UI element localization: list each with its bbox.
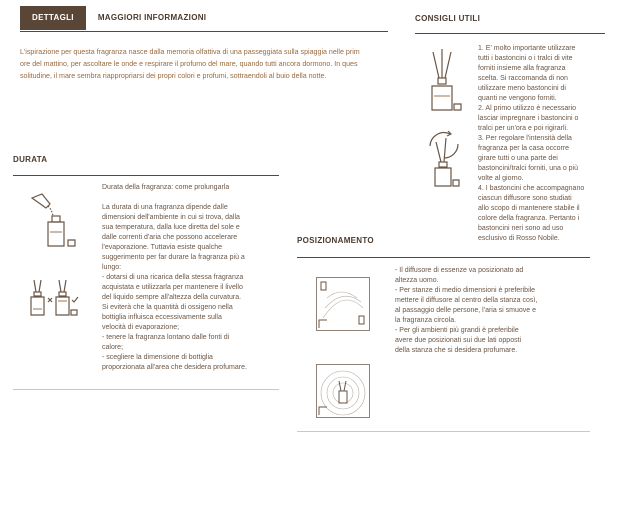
intro-line: L'ispirazione per questa fragranza nasce dalla memoria olfattiva di una passeggiata sulla spiaggia nelle prim — [20, 48, 360, 56]
consigli-line: fragranza per la casa occorre — [478, 145, 570, 152]
durata-line: l'evaporazione. Tuttavia esiste qualche — [102, 244, 223, 251]
consigli-line: volte al giorno. — [478, 175, 524, 182]
consigli-line: 1. E' molto importante utilizzare — [478, 45, 576, 52]
posizionamento-line: avere due posizionati sui due lati opposti — [395, 337, 522, 344]
durata-bottom-rule — [13, 389, 279, 390]
consigli-line: esclusivo di Rosso Nobile. — [478, 235, 560, 242]
posizionamento-line: altezza uomo. — [395, 277, 439, 284]
diffuser-level-icon — [28, 278, 84, 322]
consigli-rule — [415, 33, 605, 34]
consigli-line: colore della fragranza. Pertanto i — [478, 215, 580, 222]
durata-line: bottiglia influisca eccessivamente sulla — [102, 314, 222, 321]
intro-line: ore del mattino, per ascoltare le onde e respirare il profumo del mare, quando tutti ancora dormono. In ques — [20, 60, 358, 68]
consigli-line: scelta. Si raccomanda di non — [478, 75, 568, 82]
tab-underline — [20, 31, 388, 32]
durata-title: DURATA — [13, 155, 48, 164]
consigli-title: CONSIGLI UTILI — [415, 14, 481, 23]
durata-text — [102, 183, 287, 373]
consigli-line: 2. Al primo utilizzo è necessario — [478, 105, 577, 112]
posizionamento-line: - Per gli ambienti più grandi è preferibile — [395, 327, 519, 334]
consigli-line: bastoncini/tralci forniti, una o più — [478, 165, 578, 172]
flip-sticks-icon — [424, 130, 464, 188]
durata-line: sua temperatura, dalla luce diretta del sole e — [102, 224, 240, 231]
consigli-line: tutti i bastoncini o i tralci di vite — [478, 55, 573, 62]
durata-line: dimensioni dell'ambiente in cui si trova, dalla — [102, 214, 240, 221]
durata-line: acquistata e utilizzarla per mantenere il livello — [102, 284, 243, 291]
durata-line: suggerimento per far durare la fragranza più a — [102, 254, 245, 261]
durata-line — [102, 193, 287, 203]
durata-line: calore; — [102, 344, 124, 351]
durata-line: del liquido sempre all'altezza della curvatura. — [102, 294, 242, 301]
posizionamento-line: - Il diffusore di essenze va posizionato ad — [395, 267, 524, 274]
consigli-line: tralci per un'ora e poi rigirarli. — [478, 125, 569, 132]
consigli-line: forniti insieme alla fragranza — [478, 65, 566, 72]
consigli-line: utilizzare meno bastoncini di — [478, 85, 566, 92]
intro-line: solitudine, il mare sembra riappropriarsi dei propri colori e profumi, sottraendoli al buio della notte. — [20, 72, 327, 80]
durata-line: proporzionata all'area che desidera profumare. — [102, 364, 247, 371]
durata-line: lungo: — [102, 264, 122, 271]
consigli-text — [478, 44, 618, 244]
posizionamento-title: POSIZIONAMENTO — [297, 236, 374, 245]
consigli-line: bastoncini neri sono ad uso — [478, 225, 564, 232]
consigli-line: 4. I bastoncini che accompagnano — [478, 185, 585, 192]
posizionamento-line: mettere il diffusore al centro della stanza così, — [395, 297, 538, 304]
fragrance-intro — [20, 46, 388, 82]
posizionamento-rule — [297, 257, 590, 258]
room-corners-icon — [316, 277, 370, 331]
durata-line: - dotarsi di una ricarica della stessa fragranza — [102, 274, 244, 281]
durata-rule — [13, 175, 279, 176]
diffuser-bottle-icon — [422, 48, 464, 114]
consigli-line: ciascun diffusore sono studiati — [478, 195, 572, 202]
posizionamento-line: la fragranza circola. — [395, 317, 457, 324]
durata-line: Durata della fragranza: come prolungarla — [102, 184, 230, 191]
consigli-line: 3. Per regolare l'intensità della — [478, 135, 572, 142]
consigli-line: quanti ne vengono forniti. — [478, 95, 557, 102]
durata-line: dalle correnti d'aria che possono accelerare — [102, 234, 238, 241]
durata-line: Si eviterà che la quantità di ossigeno nella — [102, 304, 233, 311]
durata-line: - tenere la fragranza lontano dalle fonti di — [102, 334, 230, 341]
durata-line: - scegliere la dimensione di bottiglia — [102, 354, 213, 361]
consigli-line: allo scopo di mantenere stabile il — [478, 205, 580, 212]
posizionamento-bottom-rule — [297, 431, 590, 432]
diffuser-refill-icon — [28, 190, 82, 250]
tab-maggiori-informazioni[interactable]: MAGGIORI INFORMAZIONI — [86, 6, 219, 30]
posizionamento-line: al passaggio delle persone, l'aria si smuove e — [395, 307, 537, 314]
durata-line: velocità di evaporazione; — [102, 324, 180, 331]
tab-dettagli[interactable]: DETTAGLI — [20, 6, 86, 30]
durata-line: La durata di una fragranza dipende dalle — [102, 204, 228, 211]
posizionamento-line: - Per stanze di medio dimensioni è preferibile — [395, 287, 536, 294]
consigli-line: girare tutti o una parte dei — [478, 155, 558, 162]
tab-bar — [20, 6, 218, 30]
consigli-line: lasciar impregnare i bastoncini o — [478, 115, 579, 122]
posizionamento-line: della stanza che si desidera profumare. — [395, 347, 518, 354]
posizionamento-text — [395, 266, 600, 356]
room-center-icon — [316, 364, 370, 418]
